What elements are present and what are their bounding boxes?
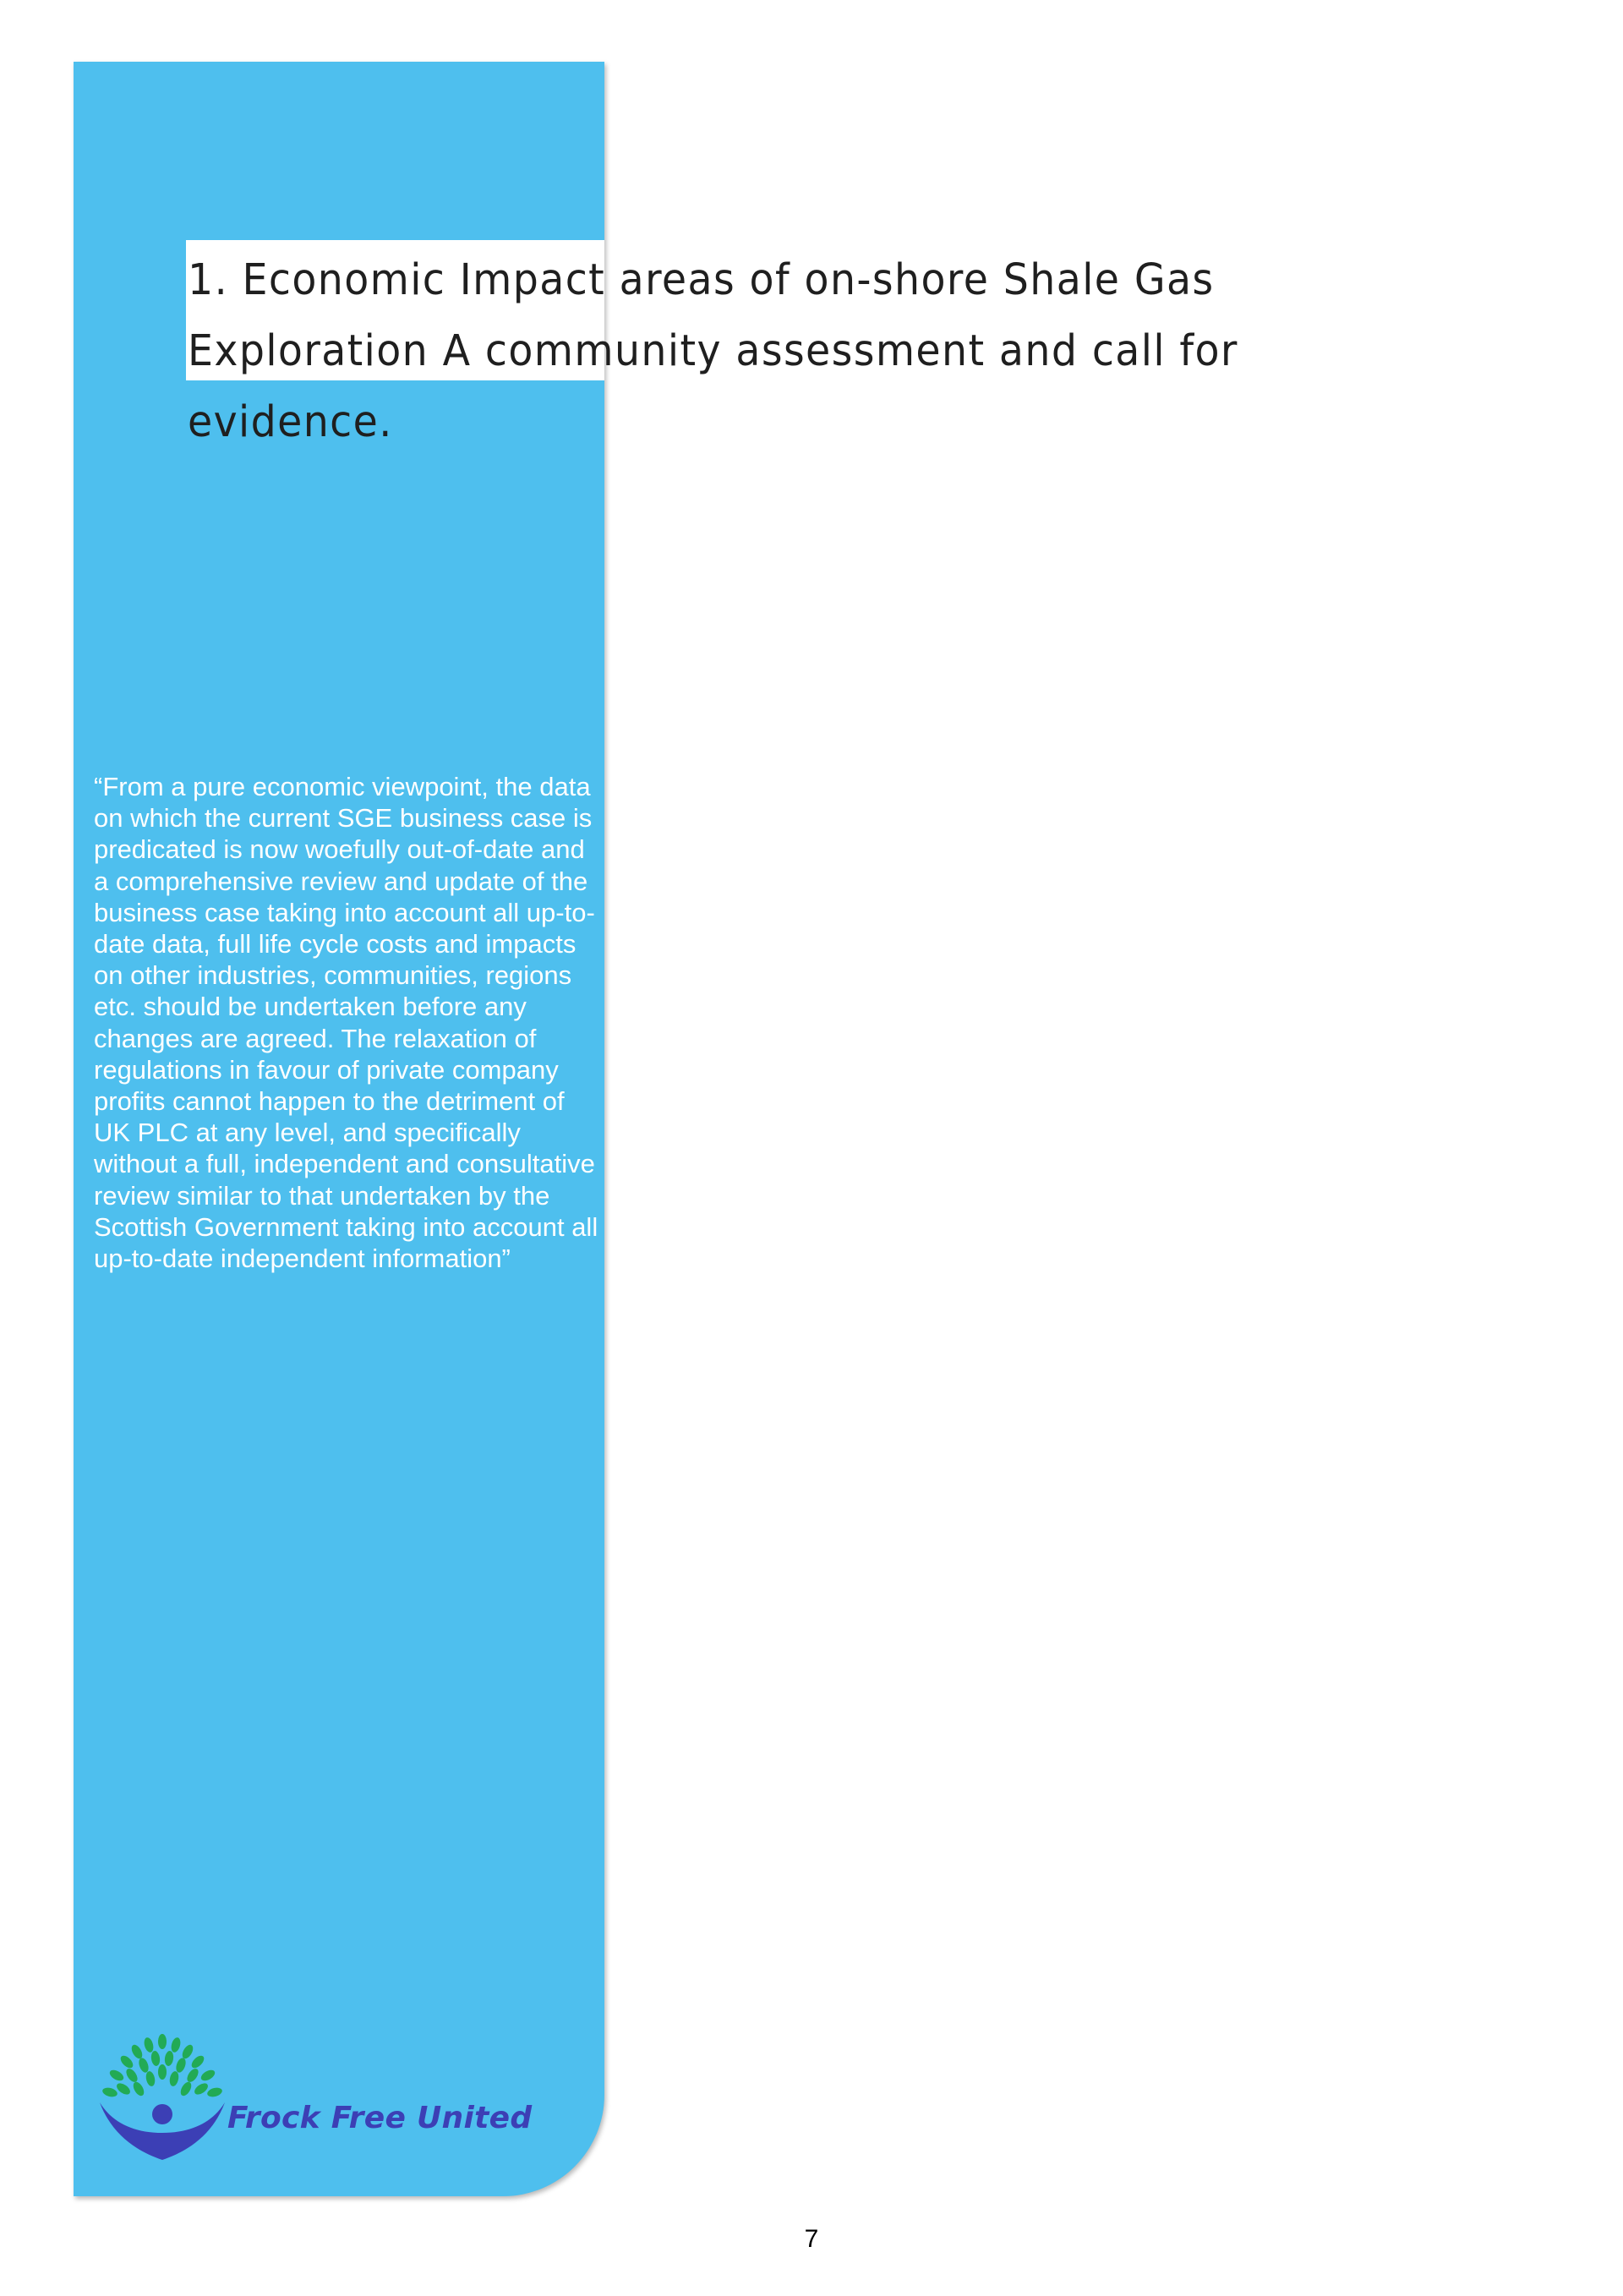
logo-text: Frock Free United <box>227 2101 533 2135</box>
page-title: 1. Economic Impact areas of on-shore Shale Gas Exploration A community assessment and call for evidence. <box>188 255 1238 447</box>
logo <box>95 2033 533 2177</box>
page-number: 7 <box>804 2225 819 2253</box>
tree-people-icon <box>95 2033 230 2168</box>
pull-quote: “From a pure economic viewpoint, the data on which the current SGE business case is predicated is now woefully out-of-date and a comprehensive review and update of the business case taking into account all up-to-date data, full life cycle costs and impacts on other industries, communities, regions etc. should be undertaken before any changes are agreed. The relaxation of regulations in favour of private company profits cannot happen to the detriment of UK PLC at any level, and specifically without a full, independent and consultative review similar to that undertaken by the Scottish Government taking into account all up-to-date independent information” <box>94 772 598 1274</box>
